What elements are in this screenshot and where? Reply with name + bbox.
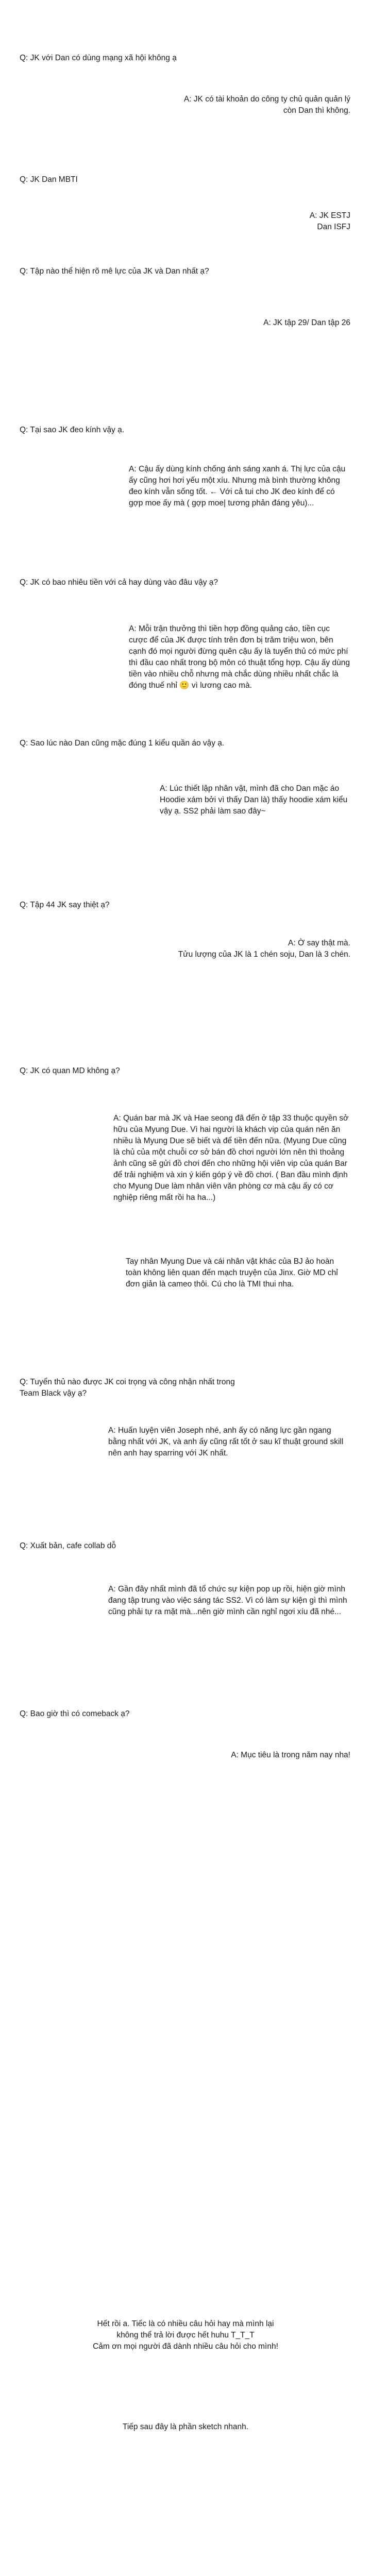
question-8: Q: JK có quan MD không ạ? bbox=[20, 1066, 120, 1075]
question-6: Q: Sao lúc nào Dan cũng mặc đúng 1 kiểu quần áo vậy ạ. bbox=[20, 739, 225, 748]
question-5: Q: JK có bao nhiêu tiền với cả hay dùng vào đâu vậy ạ? bbox=[20, 578, 218, 587]
answer-10: A: Gần đây nhất mình đã tổ chức sự kiện pop up rồi, hiện giờ mình đang tập trung vào việc sáng tác SS2. Vì có làm sự kiện gì thì mình cũng phải tự ra mặt mà...nên giờ mình cần nghỉ ngơi xíu đã nhé... bbox=[108, 1585, 347, 1616]
question-2: Q: JK Dan MBTI bbox=[20, 175, 78, 184]
answer-6: A: Lúc thiết lập nhân vật, mình đã cho Dan mặc áo Hoodie xám bởi vì thấy Dan là) thấy hoodie xám kiểu vậy ạ. SS2 phải làm sao đây~ bbox=[160, 784, 348, 816]
question-9: Q: Tuyển thủ nào được JK coi trọng và công nhận nhất trong Team Black vậy ạ? bbox=[20, 1378, 235, 1398]
sketch-intro: Tiếp sau đây là phần sketch nhanh. bbox=[122, 2422, 249, 2431]
question-3: Q: Tập nào thể hiện rõ mê lực của JK và Dan nhất ạ? bbox=[20, 267, 209, 276]
answer-9: A: Huấn luyện viên Joseph nhé, anh ấy có năng lực gần ngang bằng nhất với JK, và anh ấy cũng rất tốt ở sau kĩ thuật ground skill nên anh hay sparring với JK nhất. bbox=[108, 1426, 344, 1458]
answer-8: A: Quán bar mà JK và Hae seong đã đến ở tập 33 thuộc quyền sở hữu của Myung Due. Vì hai người là khách vip của quán nên ăn nhiều là Myung Due sẽ biết và để tiền đến nữa. (Myung Due cũng là chủ của một chuỗi cơ sở bán đồ chơi người lớn nên thì thoảng ảnh cũng sẽ gửi đồ chơi đến cho những hội viên vip của quán Bar để trải nghiệm và xin ý kiến góp ý về đồ chơi. ( Ban đầu mình định cho Myung Due làm nhân viên văn phòng cơ mà cậu ấy có cơ nghiệp riêng mất rồi ha ha...) bbox=[113, 1114, 349, 1202]
answer-7: A: Ờ say thật mà. Tửu lượng của JK là 1 chén soju, Dan là 3 chén. bbox=[178, 939, 350, 959]
answer-2: A: JK ESTJ Dan ISFJ bbox=[309, 211, 350, 231]
closing-line-1: Hết rồi a. Tiếc là có nhiều câu hỏi hay mà mình lại bbox=[97, 2319, 274, 2328]
answer-5: A: Mỗi trận thưởng thì tiền hợp đồng quảng cáo, tiền cục cược để của JK được tính trên đơn bị trăm triệu won, bên cạnh đó mọi người đừng quên cậu ấy là tuyển thủ có mức phí thì đầu cao nhất trong bộ môn có thuật tổng hợp. Cậu ấy dùng tiền vào nhiều chỗ nhưng mà chắc dùng nhiều nhất chắc là đóng thuế nhỉ 🙂 vì lương cao mà. bbox=[129, 624, 350, 690]
answer-8-note: Tay nhân Myung Due và cái nhân vật khác của BJ ảo hoàn toàn không liên quan đến mạch truyện của Jinx. Giờ MD chỉ đơn giản là cameo thôi. Cú cho là TMI thui nha. bbox=[126, 1257, 338, 1289]
answer-3: A: JK tập 29/ Dan tập 26 bbox=[263, 318, 350, 327]
closing-line-3: Cảm ơn mọi người đã dành nhiều câu hỏi cho mình! bbox=[93, 2342, 278, 2351]
answer-4: A: Cậu ấy dùng kính chống ánh sáng xanh á. Thị lực của cậu ấy cũng hơi hơi yếu một xíu. Nhưng mà bình thường không đeo kính vẫn sống tốt. ← Với cả tui cho JK đeo kính để có gợp moe ấy mà ( gợp moe| tương phản đáng yêu)... bbox=[129, 465, 346, 507]
question-7: Q: Tập 44 JK say thiệt ạ? bbox=[20, 901, 110, 909]
question-10: Q: Xuất bản, cafe collab dỗ bbox=[20, 1541, 116, 1550]
question-1: Q: JK với Dan có dùng mạng xã hội không ạ bbox=[20, 54, 177, 62]
answer-11: A: Mục tiêu là trong năm nay nha! bbox=[231, 1751, 350, 1759]
answer-1: A: JK có tài khoản do công ty chủ quản quản lý còn Dan thì không. bbox=[183, 95, 350, 115]
question-4: Q: Tại sao JK đeo kính vậy ạ. bbox=[20, 426, 125, 434]
closing-message bbox=[0, 2318, 371, 2352]
closing-line-2: không thể trả lời được hết huhu T_T_T bbox=[116, 2331, 255, 2340]
question-11: Q: Bao giờ thì có comeback ạ? bbox=[20, 1709, 130, 1718]
